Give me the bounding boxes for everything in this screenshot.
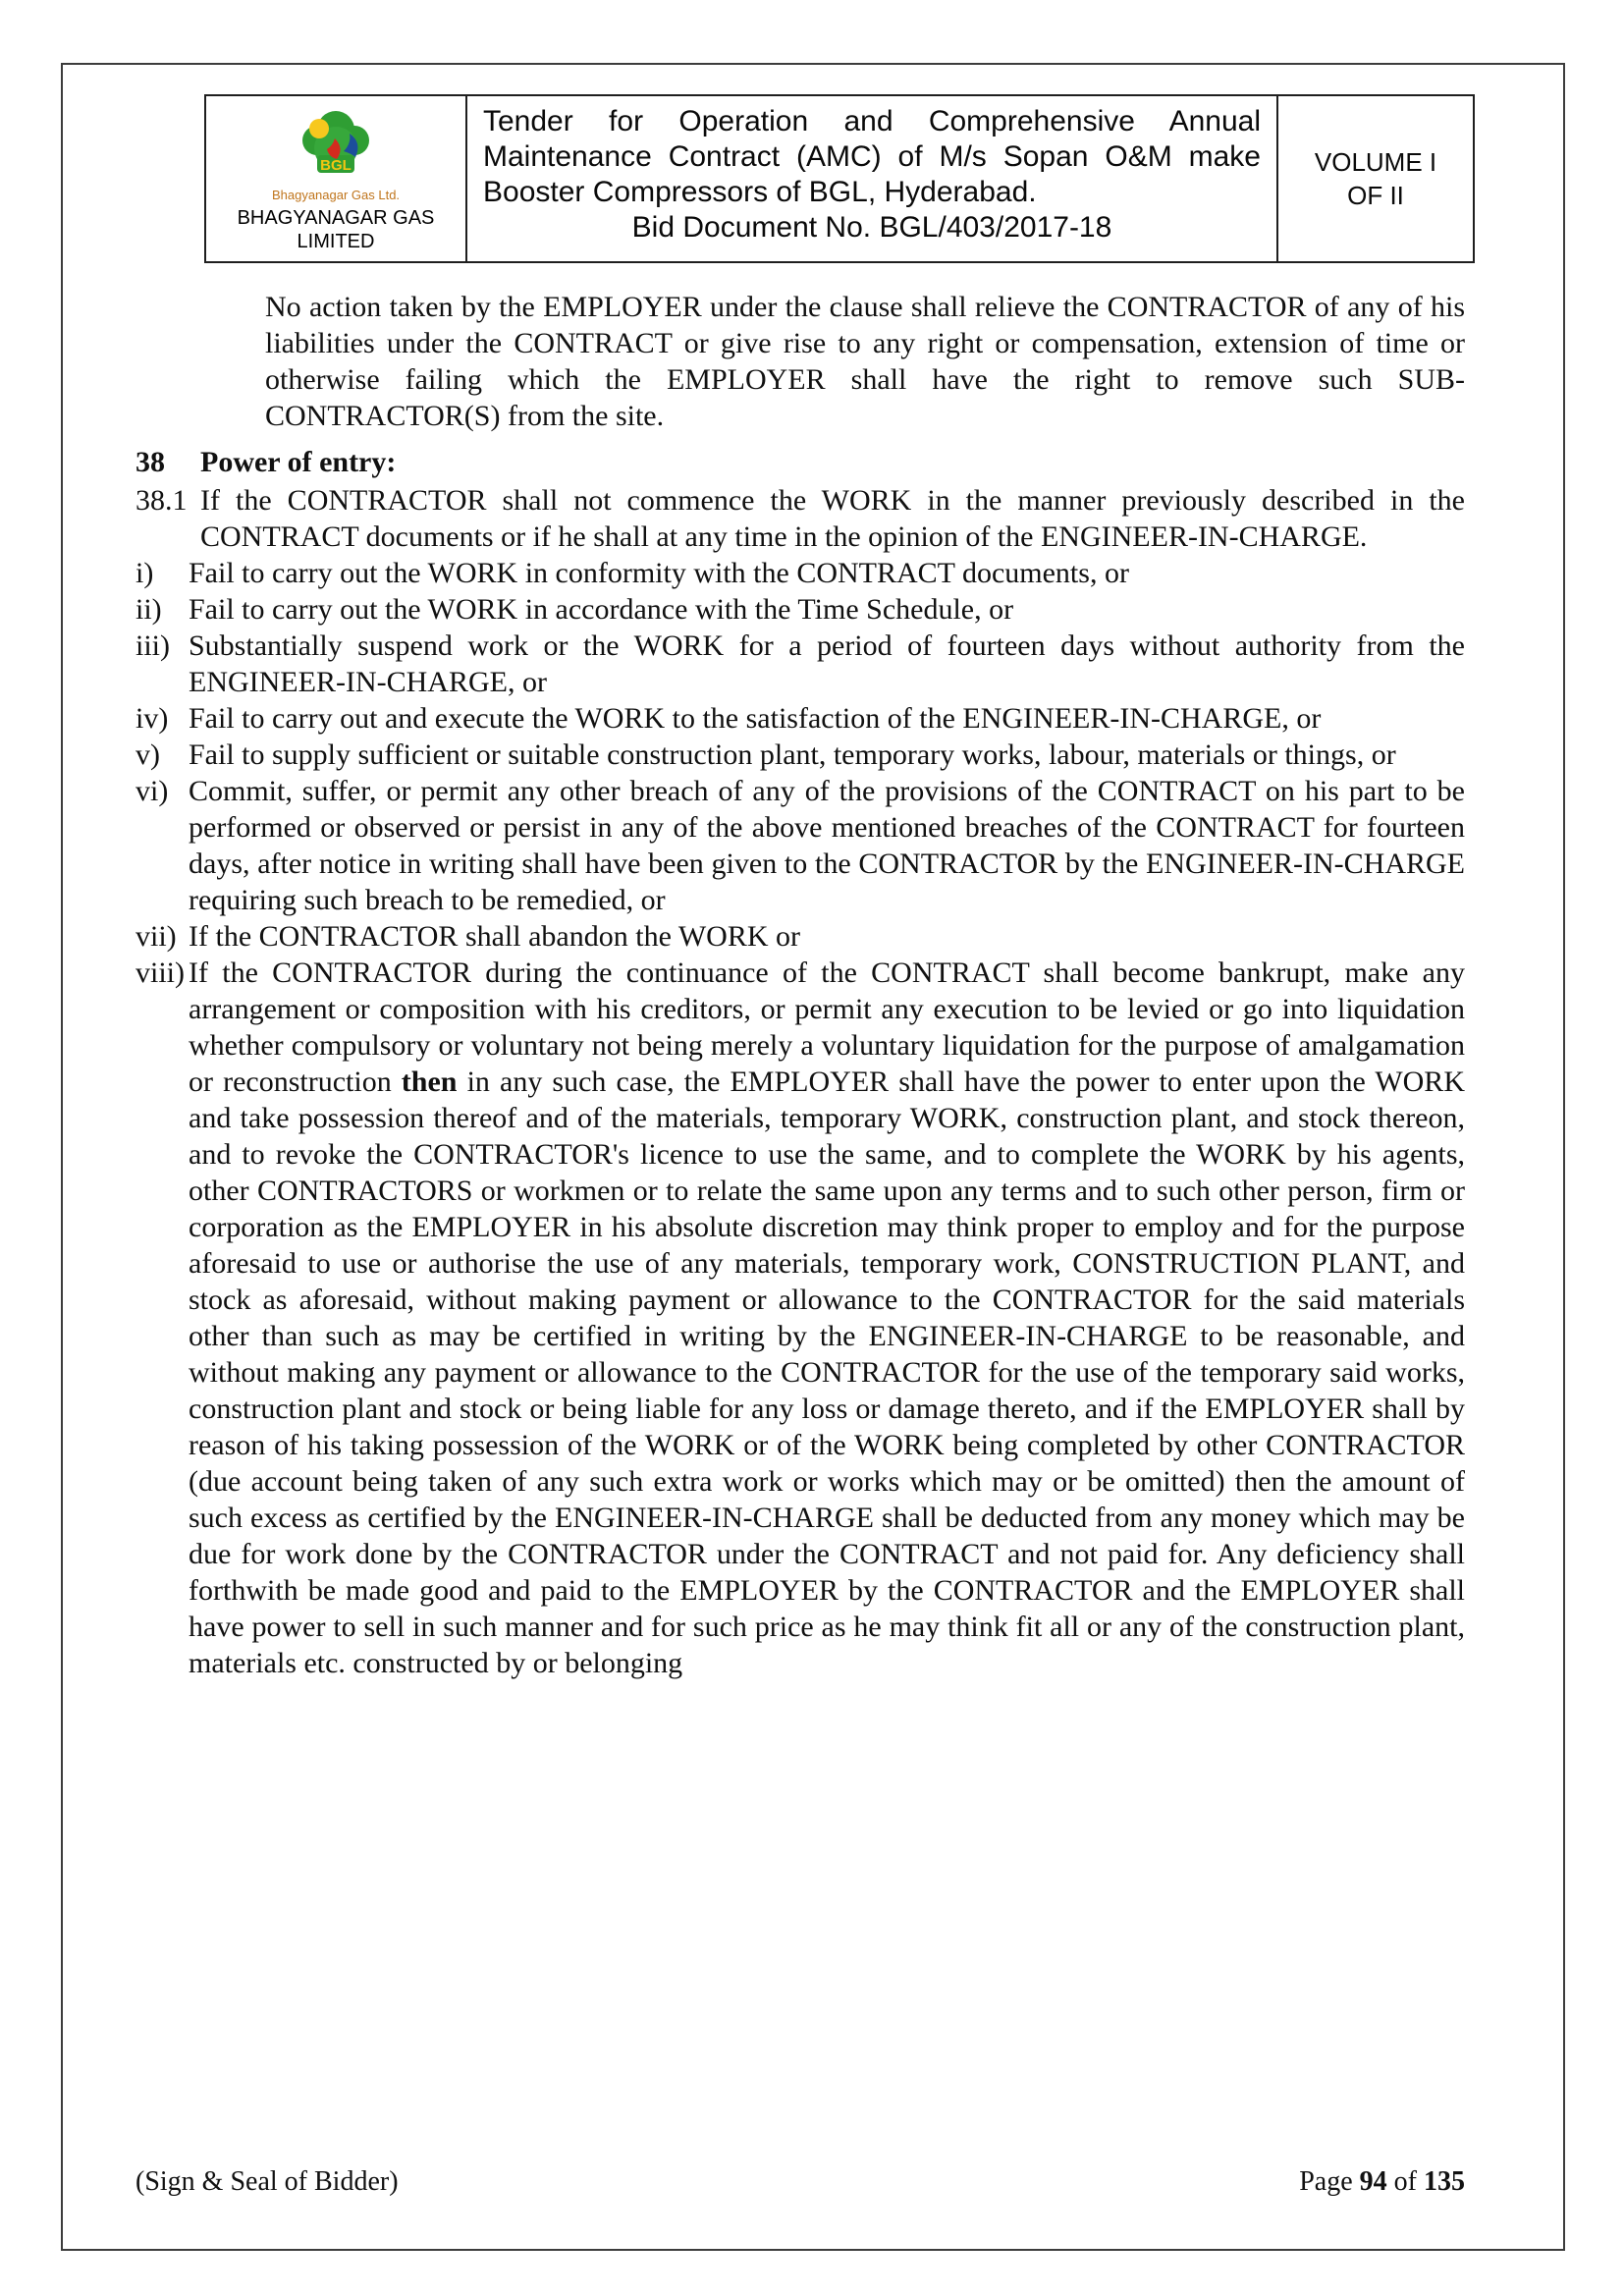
clause-38-1	[135, 482, 1465, 555]
section-number: 38	[135, 446, 165, 478]
item-label: vii)	[135, 920, 177, 953]
item-label: iii)	[135, 629, 170, 662]
document-body	[63, 263, 1563, 1681]
logo-cell	[206, 96, 467, 261]
list-item-ii	[135, 591, 1465, 628]
item-text: Substantially suspend work or the WORK for a period of fourteen days without authority from the ENGINEER-IN-CHARGE, or	[189, 629, 1465, 698]
total-pages: 135	[1424, 2166, 1465, 2197]
item-text: Fail to supply sufficient or suitable construction plant, temporary works, labour, materials or things, or	[189, 738, 1396, 771]
header-table	[204, 94, 1475, 263]
item-label: iv)	[135, 702, 169, 735]
intro-paragraph: No action taken by the EMPLOYER under the clause shall relieve the CONTRACTOR of any of his liabilities under the CONTRACT or give rise to any right or compensation, extension of time or otherwise failing which the EMPLOYER shall have the right to remove such SUB-CONTRACTOR(S) from the site.	[265, 291, 1465, 432]
bid-document-number: Bid Document No. BGL/403/2017-18	[631, 211, 1112, 244]
list-item-viii	[135, 955, 1465, 1681]
clause-text: If the CONTRACTOR shall not commence the WORK in the manner previously described in the CONTRACT documents or if he shall at any time in the opinion of the ENGINEER-IN-CHARGE.	[200, 484, 1465, 553]
volume-cell	[1278, 96, 1473, 261]
page-label: Page	[1299, 2166, 1360, 2197]
logo-subtitle: Bhagyanagar Gas Ltd.	[271, 188, 401, 202]
of-label: of	[1386, 2166, 1424, 2197]
list-item-iv	[135, 700, 1465, 737]
item-text: Commit, suffer, or permit any other breach of any of the provisions of the CONTRACT on his part to be performed or observed or persist in any of the above mentioned breaches of the CONTRACT for fourteen days, after notice in writing shall have been given to the CONTRACTOR by the ENGINEER-IN-CHARGE requiring such breach to be remedied, or	[189, 775, 1465, 916]
company-name: BHAGYANAGAR GAS LIMITED	[237, 207, 435, 252]
item-text-segment: in any such case, the EMPLOYER shall have the power to enter upon the WORK and take possession thereof and of the materials, temporary WORK, construction plant, and stock thereon, and to revoke the CONTRACTOR's licence to use the same, and to complete the WORK by his agents, other CONTRACTORS or workmen or to relate the same upon any terms and to such other person, firm or corporation as the EMPLOYER in his absolute discretion may think proper to employ and for the purpose aforesaid to use or authorise the use of any materials, temporary work, CONSTRUCTION PLANT, and stock as aforesaid, without making payment or allowance to the CONTRACTOR for the said materials other than such as may be certified in writing by the ENGINEER-IN-CHARGE to be reasonable, and without making any payment or allowance to the CONTRACTOR for the use of the temporary said works, construction plant and stock or being liable for any loss or damage thereto, and if the EMPLOYER shall by reason of his taking possession of the WORK or of the WORK being completed by other CONTRACTOR (due account being taken of any such extra work or works which may or be omitted) then the amount of such excess as certified by the ENGINEER-IN-CHARGE shall be deducted from any money which may be due for work done by the CONTRACTOR under the CONTRACT and not paid for. Any deficiency shall forthwith be made good and paid to the EMPLOYER by the CONTRACTOR and the EMPLOYER shall have power to sell in such manner and for such price as he may think fit all or any of the construction plant, materials etc. constructed by or belonging	[189, 1066, 1465, 1679]
logo-acronym: BGL	[320, 157, 352, 174]
item-text	[189, 955, 1465, 1681]
list-item-vii	[135, 918, 1465, 955]
volume-line-2: OF II	[1347, 181, 1404, 210]
item-label: viii)	[135, 957, 185, 989]
item-text: Fail to carry out the WORK in conformity with the CONTRACT documents, or	[189, 557, 1129, 589]
section-heading	[135, 444, 1465, 480]
section-title: Power of entry:	[200, 446, 397, 478]
page-border	[61, 63, 1565, 2251]
tender-title: Tender for Operation and Comprehensive Annual Maintenance Contract (AMC) of M/s Sopan O&M make Booster Compressors of BGL, Hyderabad.	[483, 105, 1261, 208]
page-footer	[135, 2166, 1465, 2198]
title-cell	[467, 96, 1278, 261]
item-label: i)	[135, 557, 154, 589]
sign-seal-label: (Sign & Seal of Bidder)	[135, 2166, 399, 2197]
volume-line-1: VOLUME I	[1314, 147, 1437, 177]
page-number-indicator	[1299, 2166, 1465, 2198]
clause-number: 38.1	[135, 484, 188, 517]
item-text: Fail to carry out and execute the WORK to the satisfaction of the ENGINEER-IN-CHARGE, or	[189, 702, 1322, 735]
item-label: vi)	[135, 775, 169, 807]
item-label: v)	[135, 738, 160, 771]
list-item-vi	[135, 773, 1465, 918]
item-label: ii)	[135, 593, 162, 626]
list-item-i	[135, 555, 1465, 591]
bgl-logo-icon	[289, 106, 383, 187]
item-text-segment: If the CONTRACTOR during the continuance of the CONTRACT shall become bankrupt, make any arrangement or composition with his creditors, or permit any execution to be levied or go into liquidation whether compulsory or voluntary not being merely a voluntary liquidation for the purpose of amalgamation or reconstruction	[189, 957, 1465, 1098]
page-number: 94	[1359, 2166, 1387, 2197]
item-text: If the CONTRACTOR shall abandon the WORK or	[189, 920, 800, 953]
list-item-v	[135, 737, 1465, 773]
item-text-segment-bold: then	[401, 1066, 458, 1098]
list-item-iii	[135, 628, 1465, 700]
item-text: Fail to carry out the WORK in accordance with the Time Schedule, or	[189, 593, 1014, 626]
